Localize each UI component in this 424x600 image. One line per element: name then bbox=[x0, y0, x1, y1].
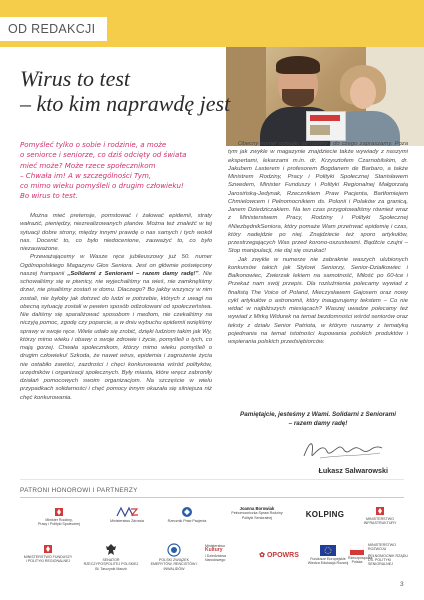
editor-photo bbox=[226, 47, 424, 146]
patrons-rule bbox=[20, 497, 404, 498]
logo-ministry-health: Ministerstwo Zdrowia bbox=[100, 506, 154, 523]
logo-ministry-culture: Ministerstwo Kultury i Dziedzictwa Narodowego bbox=[205, 544, 226, 563]
pzeri-seal-icon bbox=[167, 543, 181, 557]
handwritten-signature bbox=[300, 436, 384, 462]
patrons-heading: PATRONI HONOROWI I PARTNERZY bbox=[20, 487, 138, 494]
logo-kolping: KOLPING bbox=[305, 510, 345, 519]
title-line-2: – kto kim naprawdę jest bbox=[20, 91, 231, 116]
lead-line: – Chwała im! A w szczególności Tym, bbox=[20, 170, 152, 180]
paragraph: Przeważającemy w Wasze ręce jubileuszowy już 50. numer Ogólnopolskiego Magazynu Głos Seniora. Jest on głównie poświęcony naszej frampanii „Solidarni z Seniorami – razem damy radę!”. Nie schowaliśmy się w piwnicy, nie wyjechaliśmy na wieś, nie zamknęliśmy drzwi, nie pisaliśmy zostań w domu. Dlaczego? Bo jakby wszyscy w nim zostali, nie byłoby jak dotrzeć do ludzi w potrzebie, których z uwagi na obecną sytuację zostali w pewien sposób odizolowani od społeczeństwa. Nie daliśmy się sparaliżować sposobom i mediom, nie czekaliśmy na niczyją pomoc, zgodę czy poparcie, a w dniu wybuchu epidemii wzięliśmy sprawy w swoje ręce. Wiele udało się zrobić, dzięki ludziom takim jak Wy, którzy mimo wieku i obawy o swoje zdrowie i życie, pomyśleli o tych, co mają gorzej. Chwała społecznikom, którzy mimo wieku pomyśleli o drugim człowieku! Szkoda, że nawet wirus, epidemia i zagrożenie życia nie ostabiło zawiści, zazdrości i chęci konkurowania wśród polityków, urzędników i organizacji społecznych. Były miasta, które wręcz zabroniły działań pomocowych swoim organizacjom. Na szczęście w wielu przypadkach solidarności i chęć pomocy innym okazała się silniejsza niż chęć konkurowania. bbox=[20, 254, 212, 401]
section-tag: OD REDAKCJI bbox=[0, 17, 107, 41]
eu-flag-icon bbox=[320, 545, 336, 556]
page-title bbox=[20, 66, 230, 116]
right-column bbox=[228, 140, 408, 346]
paragraph: Obecny numer opisuje, co robimy i do czego zapraszamy. Poza tym jak zwykle w magazynie znajdziecie także wywiady z naszymi ekspertami, lekarzami m.in. dr. Krzysztofem Czarnobilskim, dr. Jakubem Lasterem i profesorem Bogdanem de Barbaro, a także Ministrem Rodziny, Pracy i Polityki Społecznej Stanisławem Szwedem, Minister Funduszy i Polityki Regionalnej Małgorzatą Jarosińską-Jedynak, Rzecznikiem Praw Pacjenta, Bartłomiejem Chmielowcem i Pełnomocnikiem ds. Polonii i Polaków za granicą, Janem Dziedziczakiem. Na ten czas przygotowaliśmy również wraz z Ministerstwem Pracy, Rodziny i Polityki Społecznej #NiezbędnikSeniora, który pomaże Wam przetrwać epidemię i czas, który nadejdzie po niej. Znajdziecie też sporo artykułów, przestrzegających Was przed korono-oszustwami. Bądźcie czujni – Stop manipulacji, nie daj się oszukać! bbox=[228, 141, 408, 255]
senate-eagle-icon bbox=[105, 543, 117, 557]
logo-opowrs: ✿ OPOWRS bbox=[259, 552, 299, 559]
divider bbox=[20, 479, 404, 480]
eagle-emblem-icon bbox=[54, 507, 64, 517]
signer-name: Łukasz Salwarowski bbox=[318, 466, 388, 475]
magazine-cover bbox=[306, 111, 346, 141]
lead-line: Pomyśleć tylko o sobie i rodzinie, a może bbox=[20, 140, 167, 149]
lead-line: co mimo wieku pomyśleli o drugim człowieku! bbox=[20, 181, 184, 191]
eagle-emblem-icon bbox=[43, 544, 53, 554]
lead-text bbox=[20, 140, 216, 202]
title-line-1: Wirus to test bbox=[20, 66, 131, 91]
logo-ministry-funds: MINISTERSTWO FUNDUSZY I POLITYKI REGIONALNEJ bbox=[22, 544, 74, 564]
logo-ministry-infrastructure: MINISTERSTWO INFRASTRUKTURY bbox=[354, 506, 406, 526]
logo-ministry-development: MINISTERSTWO ROZWOJU PEŁNOMOCNIK RZĄDU DS. POLITYKI SENIORALNEJ bbox=[368, 543, 408, 567]
logo-european-funds: Fundusze Europejskie Wiedza Edukacja Rozwój bbox=[306, 545, 350, 566]
logo-ministry-family: Minister Rodziny, Pracy i Polityki Społecznej bbox=[28, 507, 90, 527]
paragraph: Jak zwykle w numerze nie zabraknie waszych ulubionych konkursów takich jak Stylowi Seniorzy, Senior-Działkowiec i Balkonowiec, Zwierzak lekiem na samotność, Miłość po 60-tce i Przekaż nam swój przepis. Dla rozluźnienia polecamy wywiad z finalistą The Voice of Poland, Mieczysławem Gajosem oraz nowy cykl artykułów o astronomii, który inaugurujemy tekstem – Co nie widać w najbliższych miesiącach? Waszej uwadze polecamy też wywiad z Mirką Widurek na temat bezdomności wśród seniorów oraz teksty z działu Senior Patriota, w którym ruszamy z tematyką pojednania na temat istotności kupowania polskich produktów i wspierania polskich przedsiębiorców. bbox=[228, 256, 408, 345]
logo-rzeczpospolita: Rzeczpospolita Polska bbox=[348, 545, 366, 565]
left-column bbox=[20, 212, 212, 402]
lead-line: mieć może? Może rzece społecznikom bbox=[20, 160, 156, 170]
eagle-emblem-icon bbox=[375, 506, 385, 516]
page-number: 3 bbox=[400, 581, 404, 588]
logo-senator: SENATOR RZECZYPOSPOLITEJ POLSKIEJ Bł. Tarczynki Maczk bbox=[80, 543, 142, 571]
lead-line: Bo wirus to test. bbox=[20, 191, 78, 201]
ombudsman-mark-icon bbox=[181, 506, 193, 518]
logo-pzeri: POLSKI ZWIĄZEK EMERYTÓW, RENCISTÓW I INWALIDÓW bbox=[146, 543, 202, 571]
paragraph: Można mieć pretensje, pomstować i żałować epidemii, straty wałrazić, pieniędzy, niezrealizowanych planów. Można też znaleźć w tej sytuacji dobre strony, między innymi prawdę o nas samych i tych wokół nas. Docenić to, co było niedocenione, zauważyć to, co było niezauważone. bbox=[20, 213, 212, 252]
logo-plenipotentiary-family: Joanna Borowiak Pełnomocniczka Spraw Rodziny Polityki Senioralnej bbox=[231, 506, 283, 520]
ministry-health-mark-icon bbox=[115, 506, 139, 518]
lead-line: o seniorce i seniorze, co dziś odcięty od świata bbox=[20, 150, 187, 160]
logo-patient-ombudsman: Rzecznik Praw Pacjenta bbox=[162, 506, 212, 523]
campaign-name: „Solidarni z Seniorami – razem damy radę!” bbox=[67, 270, 199, 277]
closing-statement: Pamiętajcie, jesteśmy z Wami. Solidarni z Seniorami – razem damy radę! bbox=[240, 411, 396, 427]
polish-flag-icon bbox=[350, 545, 364, 555]
